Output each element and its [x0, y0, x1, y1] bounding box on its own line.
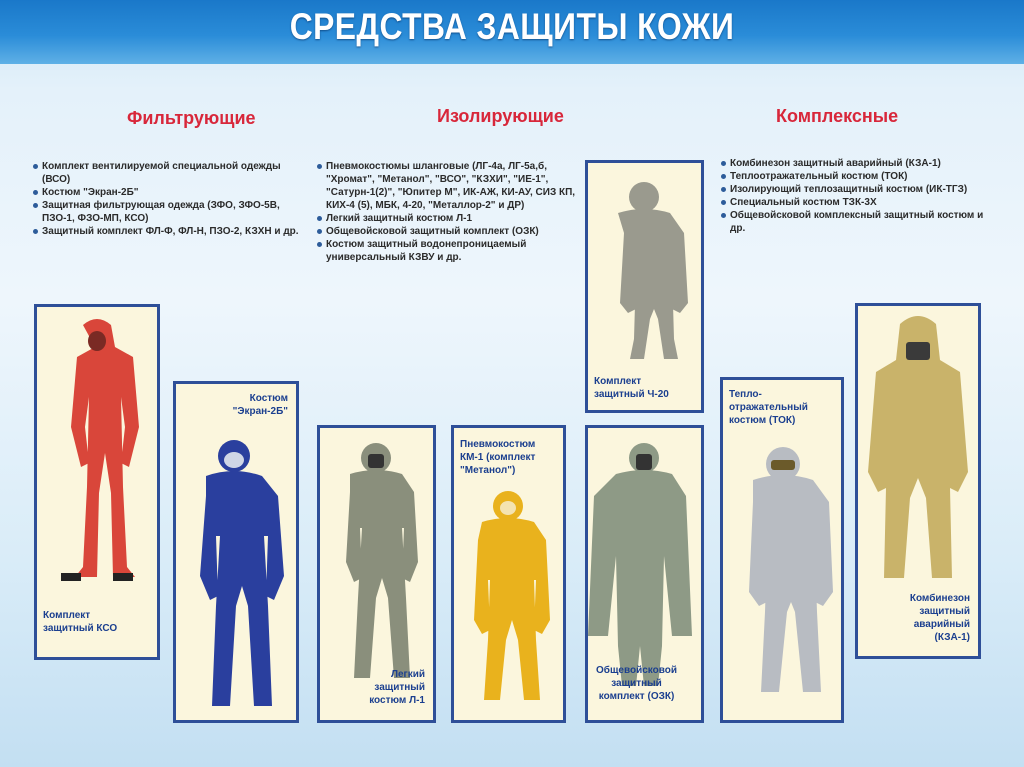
list-item: Легкий защитный костюм Л-1	[316, 212, 576, 225]
list-item: Защитная фильтрующая одежда (ЗФО, ЗФО-5В, ПЗО-1, ФЗО-МП, КСО)	[32, 199, 307, 225]
list-item: Общевойсковой защитный комплект (ОЗК)	[316, 225, 576, 238]
suit-ch20-image	[588, 163, 701, 410]
list-complex	[720, 157, 992, 235]
card-kza	[855, 303, 981, 659]
list-isolating	[316, 160, 576, 264]
caption-kso: Комплект защитный КСО	[43, 610, 118, 634]
list-item: Специальный костюм ТЗК-3Х	[720, 196, 992, 209]
card-ch20	[585, 160, 704, 413]
list-item: Теплоотражательный костюм (ТОК)	[720, 170, 992, 183]
list-item: Костюм "Экран-2Б"	[32, 186, 307, 199]
caption-l1: Легкий защитный костюм Л-1	[369, 669, 425, 706]
caption-kza: Комбинезон защитный аварийный (КЗА-1)	[909, 593, 970, 643]
heading-complex: Комплексные	[776, 106, 899, 126]
card-kso	[34, 304, 160, 660]
caption-ekran: Костюм "Экран-2Б"	[232, 393, 288, 417]
list-item: Защитный комплект ФЛ-Ф, ФЛ-Н, ПЗО-2, КЗХН и др.	[32, 225, 307, 238]
title-banner	[0, 0, 1024, 64]
caption-ch20: Комплект защитный Ч-20	[594, 376, 669, 400]
list-item: Пневмокостюмы шланговые (ЛГ-4а, ЛГ-5а,б, "Хромат", "Метанол", "ВСО", "КЗХИ", "ИЕ-1", "Сатурн-1(2)", "Юпитер М", ИК-АЖ, КИ-АУ, СИЗ КП, КИХ-4 (5), МБК, 4-20, "Металлор-2" и ДР)	[316, 160, 576, 212]
card-ekran	[173, 381, 299, 723]
list-item: Комбинезон защитный аварийный (КЗА-1)	[720, 157, 992, 170]
card-l1	[317, 425, 436, 723]
suit-ekran-image	[176, 384, 296, 720]
heading-isolating: Изолирующие	[437, 106, 564, 126]
list-filtering	[32, 160, 307, 238]
heading-filtering: Фильтрующие	[127, 108, 256, 128]
suit-km1-image	[454, 428, 563, 720]
suit-figure	[71, 319, 139, 577]
page-title: СРЕДСТВА ЗАЩИТЫ КОЖИ	[289, 6, 735, 47]
caption-ozk: Общевойсковой защитный комплект (ОЗК)	[596, 665, 678, 702]
caption-tok: Тепло- отражательный костюм (ТОК)	[729, 389, 808, 426]
card-tok	[720, 377, 844, 723]
list-item: Общевойсковой комплексный защитный костюм и др.	[720, 209, 992, 235]
card-ozk	[585, 425, 704, 723]
caption-km1: Пневмокостюм КМ-1 (комплект "Метанол")	[460, 439, 536, 476]
suit-kso-image	[37, 307, 157, 657]
card-km1	[451, 425, 566, 723]
list-item: Изолирующий теплозащитный костюм (ИК-ТГЗ)	[720, 183, 992, 196]
list-item: Костюм защитный водонепроницаемый универсальный КЗВУ и др.	[316, 238, 576, 264]
list-item: Комплект вентилируемой специальной одежды (ВСО)	[32, 160, 307, 186]
suit-tok-image	[723, 380, 841, 720]
